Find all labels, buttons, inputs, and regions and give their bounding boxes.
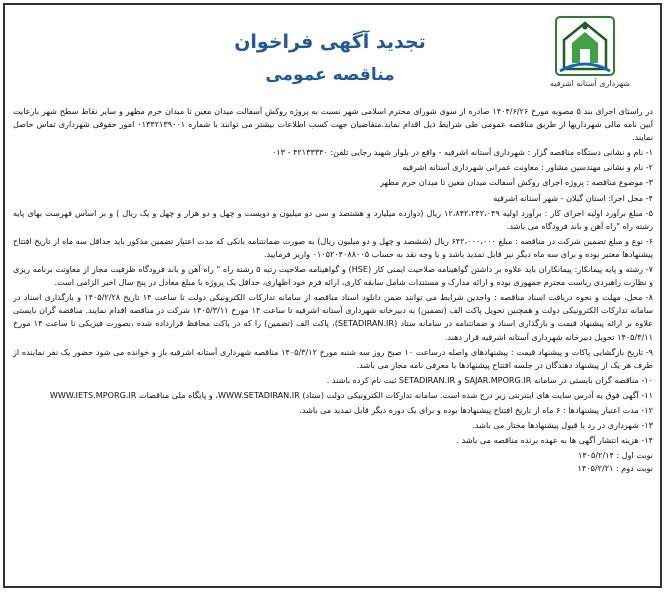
item-documents: ۸- محل، مهلت و نحوه دریافت اسناد مناقصه : واجدین شرایط می توانند ضمن دانلود اسناد مناقصه از سامانه تدارکات الکترونیکی دولت تا ساعت ۱۴ تاریخ ۱۴۰۵/۲/۲۸ و بارگذاری اسناد در سامانه تدارکات الکترونیکی دولت و همچنین تحویل پاکت الف (تضمین) به دبیرخانه شهرداری آستانه اشرفیه تا ساعت ۱۴ مورخ ۱۴۰۵/۳/۱۱ شرکت در مناقصه اقدام نمایند. مناقصه گران بایستی علاوه بر ارائه پیشنهاد قیمت و بارگذاری اسناد و ضمانتنامه در سامانه ستاد (SETADIRAN.IR)، پاکت الف (تضمین) را که در پاکت محافظ قرارداده شده ،بصورت فیزیکی تا ساعت ۱۴ مورخ ۱۴۰۵/۳/۱۱ تحویل دبیرخانه شهرداری آستانه اشرفیه قرار دهند. xyxy=(13,292,653,342)
item-rejection-right: ۱۳- شهرداری در رد یا قبول پیشنهادها مختار می باشد. xyxy=(472,420,653,431)
notice-header xyxy=(5,5,660,105)
item-contractor-grade: ۷- رشته و پایه پیمانکار: پیمانکاران باید علاوه بر داشتن گواهینامه صلاحیت ایمنی کار (HSE) و گواهینامه صلاحیت رتبه ۵ رشته راه " راه آهن و باند فرودگاه ظرفیت مجاز از معاونت برنامه ریزی و نظارت راهبردی ریاست محترم جمهوری بوده و ارائه مدارک و مستندات شامل سابقه کاری، ارائه فرم خود اظهاری، حداقل یک پروژه با مبلغ معادل در پنج سال اخیر الزامی است. xyxy=(13,264,653,288)
publication-first: نوبت اول : ۱۴۰۵/۲/۱۴ xyxy=(577,450,653,461)
notice-frame xyxy=(3,3,662,588)
item-subject: ۳- موضوع مناقصه : پروژه اجرای روکش آسفالت میدان معین تا میدان حرم مطهر xyxy=(379,177,653,188)
item-consultant: ۲- نام و نشانی مهندسین مشاور : معاونت عمرانی شهرداری آستانه اشرفیه xyxy=(402,162,653,173)
publication-second: نوبت دوم : ۱۴۰۵/۲/۲۱ xyxy=(577,463,653,474)
item-websites: ۱۱- آگهی فوق به آدرس سایت های اینترنتی زیر درج شده است. سامانه تدارکات الکترونیکی دولت (ستاد) WWW.SETADIRAN.IR، و پایگاه ملی مناقصات WWW.IETS.MPORG.IR xyxy=(49,389,653,400)
item-estimate: ۵- مبلغ برآورد اولیه اجرای کار : برآورد اولیه ۱۲،۸۴۲،۲۴۲،۰۴۹ ریال (دوازده میلیارد و هشتصد و سی دو میلیون و دویست و چهل و دو هزار و چهل و یک ریال ) و بر اساس فهرست بهای پایه رشته راه "راه آهن و باند فرودگاه می باشد. xyxy=(13,207,654,231)
intro-paragraph: در راستای اجرای بند ۵ مصوبه مورخ ۱۴۰۴/۶/۲۶ صادره از سوی شورای محترم اسلامی شهر نسبت به پروژه روکش آسفالت میدان معین تا میدان حرم مطهر و سایر نقاط سطح شهر بارعایت آیین نامه مالی شهرداریها از طریق مناقصه عمومی طی شرایط ذیل اقدام نماید.متقاضیان جهت کسب اطلاعات بیشتر می توانند با شماره ۰۱۳۴۲۱۳۹۰۰۱ امور حقوقی شهرداری تماس حاصل نمایند. xyxy=(13,106,654,143)
notice-body xyxy=(13,105,653,475)
notice-subtitle: مناقصه عمومی xyxy=(265,65,395,85)
item-validity: ۱۲- مدت اعتبار پیشنهادها : ۶ ماه از تاریخ افتتاح پیشنهادها بوده و برای یک دوره دیگر قابل تمدید می باشد. xyxy=(299,404,653,415)
item-location: ۴- محل اجرا: استان گیلان - شهر آستانه اشرفیه xyxy=(493,192,653,203)
municipality-logo xyxy=(550,13,630,93)
item-publication-cost: ۱۴- هزینه انتشار آگهی ها به عهده برنده مناقصه می باشد . xyxy=(456,435,653,446)
item-opening-date: ۹- تاریخ بازگشایی پاکات و پیشنهاد قیمت : پیشنهادهای واصله درساعت ۱۰ صبح روز سه شنبه مورخ ۱۴۰۵/۳/۱۲ مناقصه شهرداری آستانه اشرفیه باز و خوانده می شود حضور یک نفر نماینده از طرف هر یک از پیشنهاد دهندگان در جلسه افتتاح پیشنهادها با معرفی نامه مجاز می باشد. xyxy=(13,346,653,370)
logo-caption: شهرداری آستانه اشرفیه xyxy=(550,79,630,88)
emblem-icon xyxy=(550,13,620,79)
publication-dates xyxy=(13,449,653,475)
notice-title: تجدید آگهی فراخوان xyxy=(234,31,426,53)
item-registration: ۱۰- مناقصه گران بایستی در سامانه SAJAR.MPORG.IR و SETADIRAN.IR ثبت نام کرده باشند . xyxy=(326,374,653,385)
item-guarantee: ۶- نوع و مبلغ تضمین شرکت در مناقصه : مبلغ ۶۴۲،۰۰۰،۰۰۰ ریال (ششصد و چهل و دو میلیون ریال) به صورت ضمانتنامه بانکی که مدت اعتبار تضمین مذکور باید حداقل سه ماه از تاریخ افتتاح پیشنهادها معتبر بوده و برای سه ماه دیگر نیز قابل تمدید باشد و یا وجه نقد به حساب ۰۱۰۵۲۰۴۰۸۸۰۰۵ واریز فرمایید. xyxy=(13,235,653,259)
item-contracting-authority: ۱- نام و نشانی دستگاه مناقصه گزار : شهرداری آستانه اشرفیه - واقع در بلوار شهید رجایی تلفن: ۴۲۱۳۳۳۴۰ - ۰۱۳ xyxy=(271,147,653,158)
